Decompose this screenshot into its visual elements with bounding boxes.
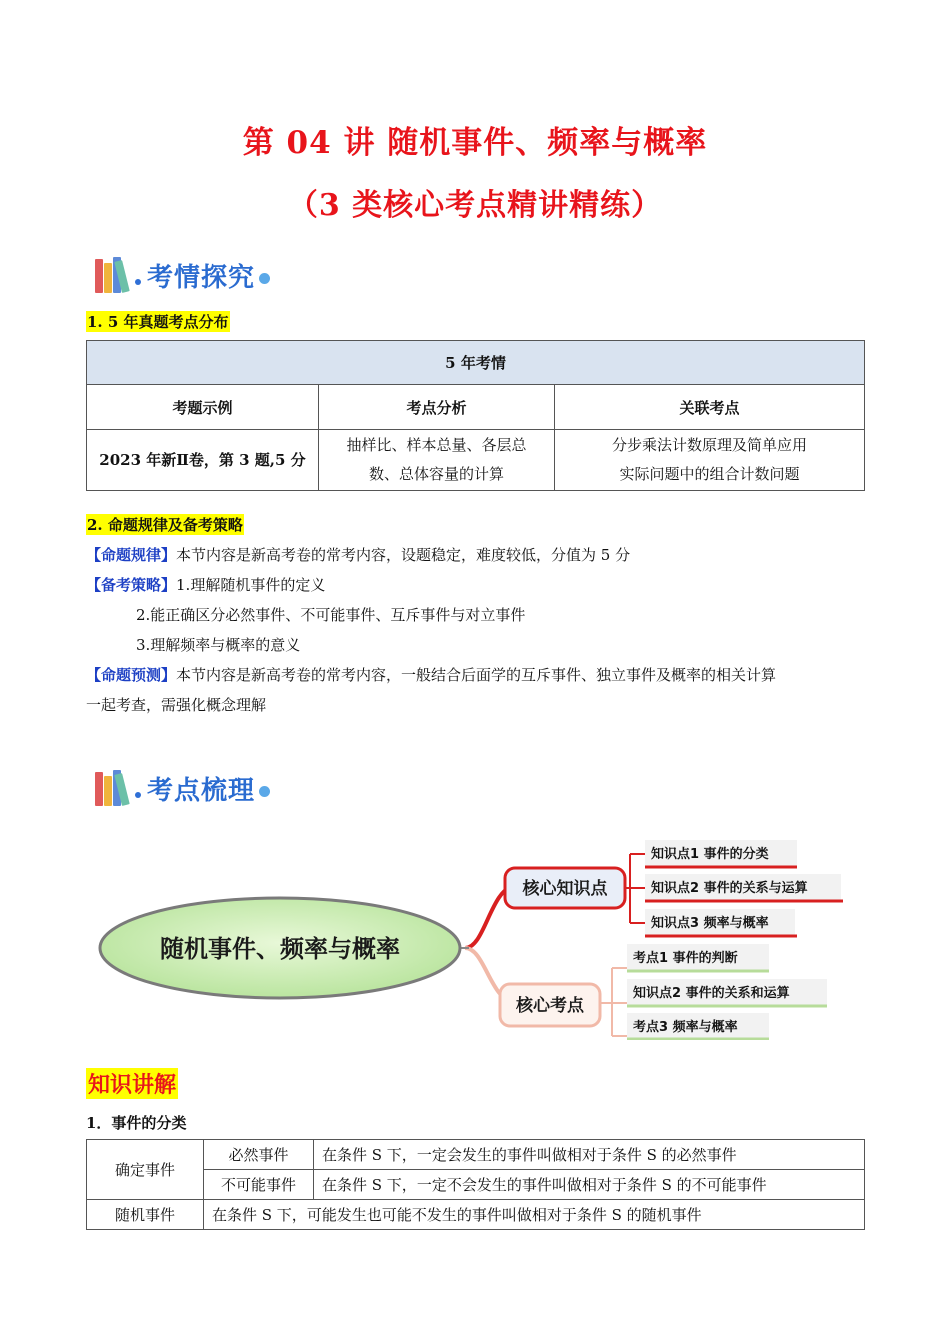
leaf-label: 知识点2 事件的关系与运算 (651, 881, 808, 896)
leaf-label: 考点3 频率与概率 (633, 1020, 738, 1035)
column-header: 考点分析 (319, 385, 555, 430)
exam-table (86, 340, 865, 491)
heading-exam-distribution: 1. 5 年真题考点分布 (87, 313, 229, 331)
section-title: 考情探究 (147, 262, 256, 293)
table-cell-example: 2023 年新Ⅱ卷，第 3 题,5 分 (87, 430, 319, 491)
dot-icon (135, 792, 141, 798)
event-classification-table (86, 1139, 865, 1230)
knowledge-banner: 知识讲解 (86, 1068, 178, 1099)
table-cell-label: 必然事件 (204, 1140, 314, 1170)
section-title: 考点梳理 (147, 775, 256, 806)
analysis-line: 抽样比、样本总量、各层总 (346, 436, 527, 454)
related-line: 实际问题中的组合计数问题 (619, 465, 800, 483)
rules-block (86, 540, 866, 720)
strategy-item: 2.能正确区分必然事件、不可能事件、互斥事件与对立事件 (136, 606, 526, 624)
connector (625, 854, 645, 923)
dot-icon (259, 786, 270, 797)
table-cell-related (555, 430, 865, 491)
leaf-label: 知识点1 事件的分类 (651, 847, 769, 862)
heading-rules-strategy: 2. 命题规律及备考策略 (87, 516, 243, 534)
predict-tag: 【命题预测】 (86, 666, 177, 684)
books-icon (93, 255, 133, 295)
column-header: 关联考点 (555, 385, 865, 430)
rule-text: 本节内容是新高考卷的常考内容，设题稳定，难度较低，分值为 5 分 (176, 546, 631, 564)
section-banner-points (93, 766, 270, 810)
rule-line (86, 540, 866, 570)
analysis-line: 数、总体容量的计算 (368, 465, 504, 483)
branch-label: 核心知识点 (522, 879, 608, 899)
branch-label: 核心考点 (516, 996, 584, 1016)
dot-icon (259, 273, 270, 284)
predict-text: 本节内容是新高考卷的常考内容，一般结合后面学的互斥事件、独立事件及概率的相关计算 (176, 666, 777, 684)
table-cell-desc: 在条件 S 下，可能发生也可能不发生的事件叫做相对于条件 S 的随机事件 (204, 1200, 865, 1230)
table-cell-analysis (319, 430, 555, 491)
strategy-item: 1.理解随机事件的定义 (176, 576, 326, 594)
section-banner-exam (93, 253, 270, 297)
related-line: 分步乘法计数原理及简单应用 (611, 436, 807, 454)
strategy-line (86, 570, 866, 600)
doc-title: 第 04 讲 随机事件、频率与概率 (242, 125, 708, 161)
leaf-label: 知识点3 频率与概率 (651, 916, 769, 931)
table-cell-desc: 在条件 S 下，一定不会发生的事件叫做相对于条件 S 的不可能事件 (314, 1170, 865, 1200)
dot-icon (135, 279, 141, 285)
table-cell-desc: 在条件 S 下，一定会发生的事件叫做相对于条件 S 的必然事件 (314, 1140, 865, 1170)
mind-map (95, 820, 865, 1040)
predict-line-cont: 一起考查，需强化概念理解 (86, 696, 267, 714)
center-node-label: 随机事件、频率与概率 (160, 935, 400, 963)
predict-line (86, 660, 866, 690)
subheading-event-classification: 1．事件的分类 (86, 1114, 187, 1132)
table-cell-label: 随机事件 (87, 1200, 204, 1230)
doc-subtitle: （3 类核心考点精讲精练） (287, 188, 663, 223)
table-cell-group: 确定事件 (87, 1140, 204, 1200)
exam-table-caption: 5 年考情 (87, 341, 865, 385)
strategy-tag: 【备考策略】 (86, 576, 177, 594)
leaf-label: 知识点2 事件的关系和运算 (633, 986, 790, 1001)
leaf-label: 考点1 事件的判断 (633, 951, 738, 966)
strategy-item: 3.理解频率与概率的意义 (136, 636, 301, 654)
books-icon (93, 768, 133, 808)
rule-tag: 【命题规律】 (86, 546, 177, 564)
connector (600, 968, 627, 1036)
column-header: 考题示例 (87, 385, 319, 430)
table-cell-label: 不可能事件 (204, 1170, 314, 1200)
